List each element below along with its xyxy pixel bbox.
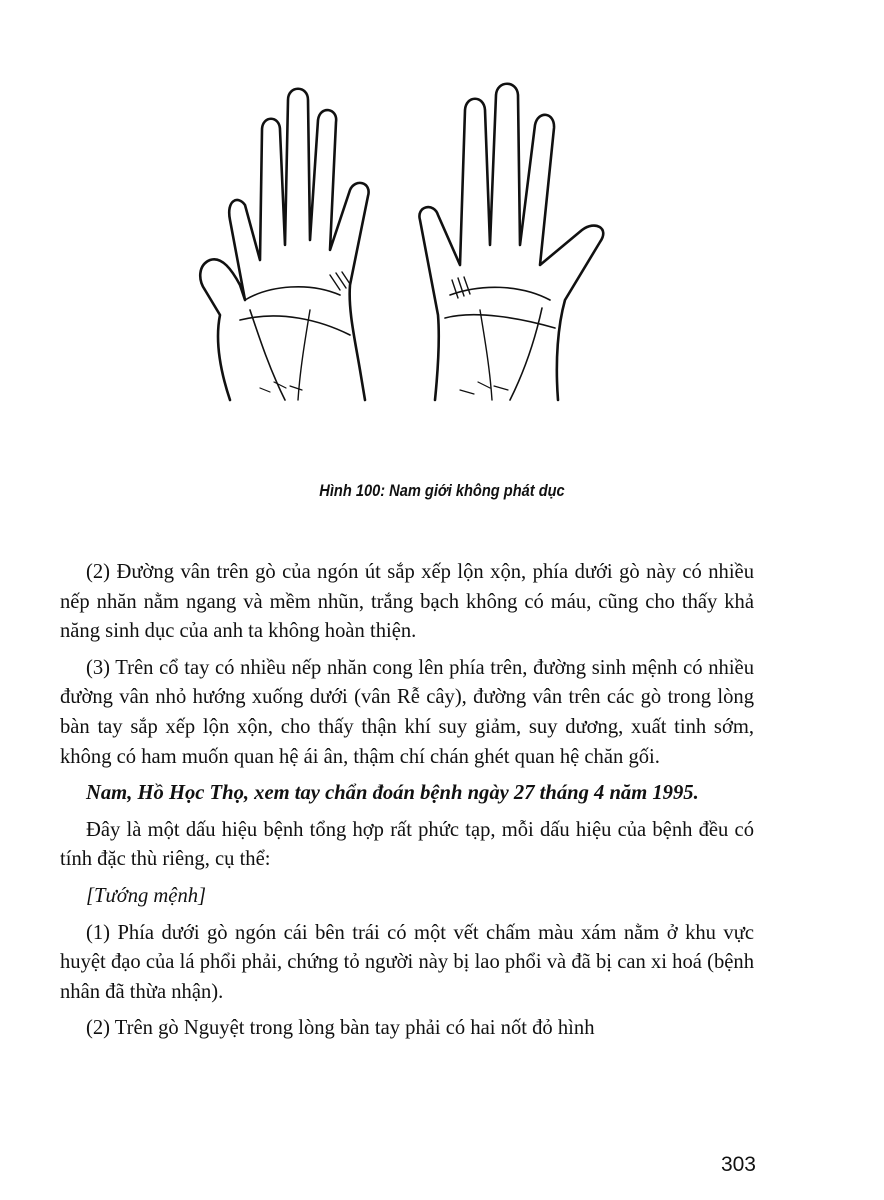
palm-illustration (190, 70, 670, 470)
two-palms-drawing-icon (190, 70, 670, 470)
figure-caption: Hình 100: Nam giới không phát dục (319, 481, 565, 500)
section-tag: [Tướng mệnh] (86, 884, 207, 907)
case-heading: Nam, Hồ Học Thọ, xem tay chẩn đoán bệnh ngày 27 tháng 4 năm 1995. (86, 782, 699, 805)
paragraph-item-1: (1) Phía dưới gò ngón cái bên trái có một vết chấm màu xám nằm ở khu vực huyệt đạo của lá phổi phải, chứng tỏ người này bị lao phổi và đã bị can xi hoá (bệnh nhân đã thừa nhận). (60, 921, 754, 1003)
right-palm-drawing (419, 84, 603, 400)
page-number: 303 (720, 1153, 756, 1176)
paragraph-intro: Đây là một dấu hiệu bệnh tổng hợp rất phức tạp, mỗi dấu hiệu của bệnh đều có tính đặc thù riêng, cụ thể: (60, 818, 754, 871)
left-palm-drawing (200, 89, 368, 400)
body-text (60, 558, 754, 1050)
paragraph-3: (3) Trên cổ tay có nhiều nếp nhăn cong lên phía trên, đường sinh mệnh có nhiều đường vân nhỏ hướng xuống dưới (vân Rễ cây), đường vân trên các gò trong lòng bàn tay sắp xếp lộn xộn, cho thấy thận khí suy giảm, suy dương, xuất tinh sớm, không có ham muốn quan hệ ái ân, thậm chí chán ghét quan hệ chăn gối. (60, 656, 754, 768)
paragraph-item-2: (2) Trên gò Nguyệt trong lòng bàn tay phải có hai nốt đỏ hình (86, 1017, 595, 1040)
paragraph-2: (2) Đường vân trên gò của ngón út sắp xếp lộn xộn, phía dưới gò này có nhiều nếp nhăn nằm ngang và mềm nhũn, trắng bạch không có máu, cũng cho thấy khả năng sinh dục của anh ta không hoàn thiện. (60, 561, 754, 643)
